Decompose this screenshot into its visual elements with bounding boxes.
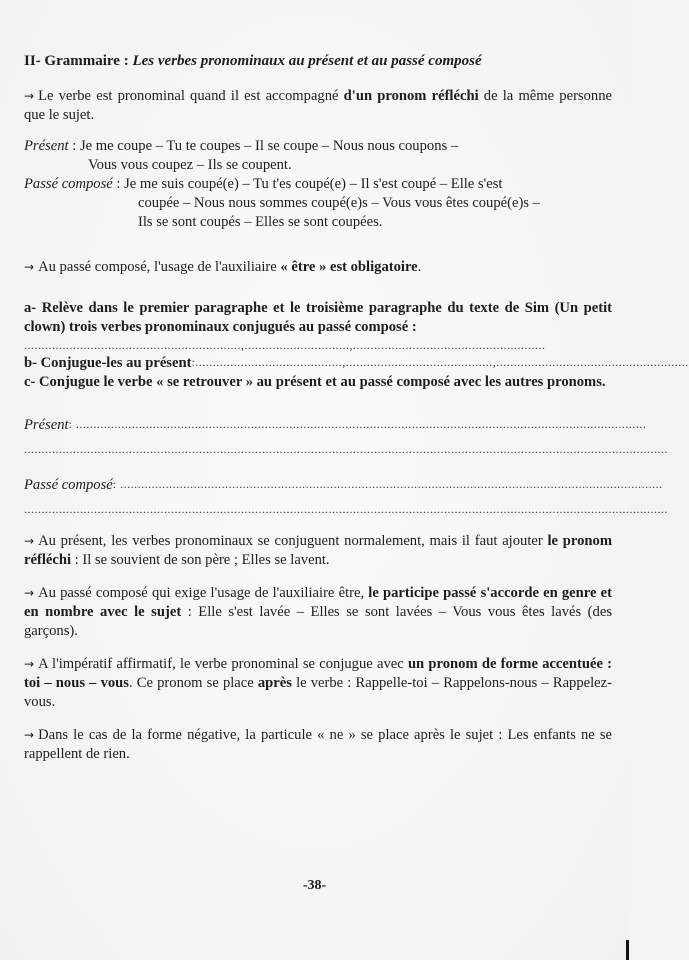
- answer-line-b[interactable]: :..........................................,..........................................,.......................................................: [191, 355, 689, 369]
- answer-line-passe-2[interactable]: ........................................................................................................................................................................................: [24, 502, 668, 516]
- rule-present: → Au présent, les verbes pronominaux se conjuguent normalement, mais il faut ajouter le pronom réfléchi : Il se souvient de son père ; Elles se lavent.: [24, 533, 612, 568]
- answer-line-passe-1[interactable]: : ...........................................................................................................................................................: [112, 477, 663, 491]
- arrow-icon: →: [24, 586, 35, 600]
- passe-line-2: coupée – Nous nous sommes coupé(e)s – Vous vous êtes coupé(e)s –: [138, 195, 540, 211]
- intro-paragraph: → Le verbe est pronominal quand il est accompagné d'un pronom réfléchi de la même personne que le sujet.: [24, 88, 612, 123]
- scan-edge-mark: [626, 940, 629, 960]
- passe-label: Passé composé: [24, 477, 113, 493]
- present-label: Présent: [24, 417, 69, 433]
- arrow-icon: →: [24, 728, 35, 742]
- rule-negative: → Dans le cas de la forme négative, la particule « ne » se place après le sujet : Les enfants ne se rappellent de rien.: [24, 727, 612, 762]
- page-content: [24, 52, 689, 764]
- auxiliary-note: → Au passé composé, l'usage de l'auxiliaire « être » est obligatoire.: [24, 259, 422, 275]
- conjugation-block: [24, 137, 612, 232]
- arrow-icon: →: [24, 260, 35, 274]
- exercise-c: c- Conjugue le verbe « se retrouver » au présent et au passé composé avec les autres pronoms.: [24, 374, 606, 390]
- passe-line-3: Ils se sont coupés – Elles se sont coupées.: [138, 214, 383, 230]
- arrow-icon: →: [24, 89, 35, 103]
- answer-line-a[interactable]: ..............................................................,..............................,.......................................................: [24, 338, 546, 352]
- arrow-icon: →: [24, 534, 35, 548]
- exercise-b: b- Conjugue-les au présent :..........................................,..........................................,.......................................................: [24, 355, 689, 371]
- section-topic: Les verbes pronominaux au présent et au passé composé: [132, 53, 482, 69]
- section-number: II- Grammaire: [24, 53, 120, 69]
- present-line-1: Présent : Je me coupe – Tu te coupes – Il se coupe – Nous nous coupons –: [24, 138, 459, 154]
- answer-line-present-1[interactable]: : ...................................................................................................................................................................: [68, 417, 647, 431]
- page-number: -38-: [302, 878, 327, 893]
- exercise-a: a- Relève dans le premier paragraphe et le troisième paragraphe du texte de Sim (Un petit clown) trois verbes pronominaux conjugués au passé composé :: [24, 300, 612, 335]
- answer-passe: [24, 476, 668, 518]
- answer-present: [24, 416, 668, 458]
- passe-line-1: Passé composé : Je me suis coupé(e) – Tu t'es coupé(e) – Il s'est coupé – Elle s'est: [24, 176, 503, 192]
- arrow-icon: →: [24, 657, 35, 671]
- rule-imperatif: → A l'impératif affirmatif, le verbe pronominal se conjugue avec un pronom de forme accentuée : toi – nous – vous. Ce pronom se place après le verbe : Rappelle-toi – Rappelons-nous – Rappelez-vous.: [24, 656, 613, 710]
- answer-line-present-2[interactable]: ........................................................................................................................................................................................: [24, 442, 668, 456]
- section-title: II- Grammaire : Les verbes pronominaux au présent et au passé composé: [24, 53, 482, 69]
- rules-section: [24, 532, 612, 764]
- rule-passe-compose: → Au passé composé qui exige l'usage de l'auxiliaire être, le participe passé s'accorde en genre et en nombre avec le sujet : Elle s'est lavée – Elles se sont lavées – Vous vous êtes lavés (des garçons).: [24, 585, 612, 639]
- present-line-2: Vous vous coupez – Ils se coupent.: [88, 157, 292, 173]
